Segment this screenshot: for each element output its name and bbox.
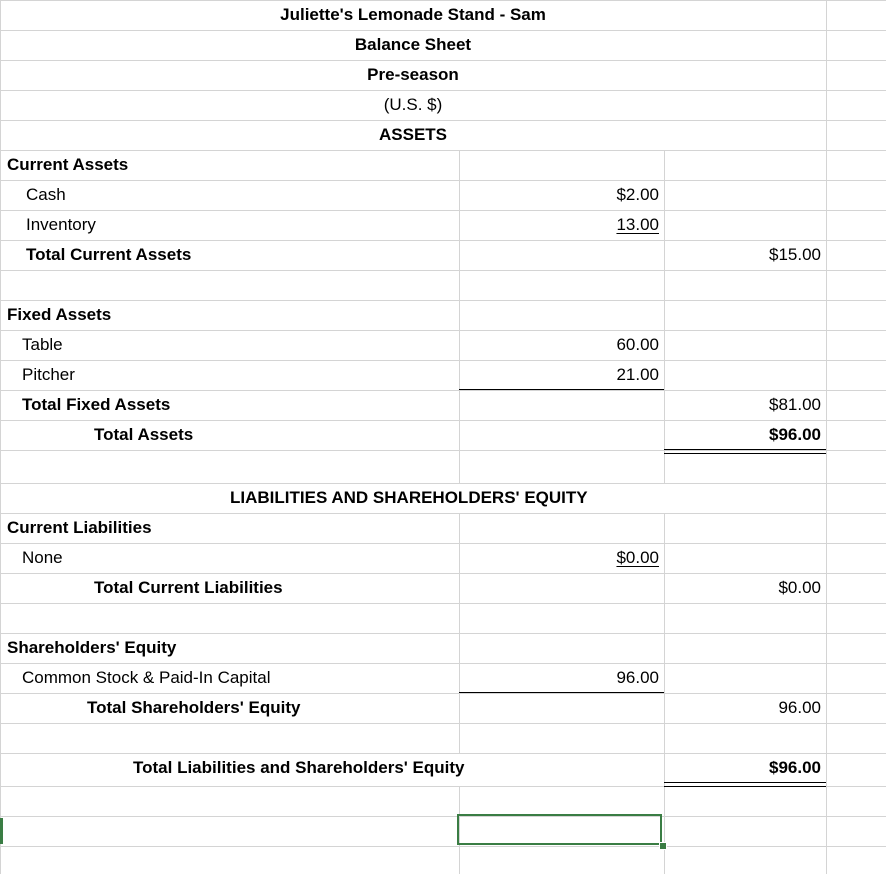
current-assets-heading: Current Assets: [7, 155, 129, 174]
table-label: Table: [22, 335, 63, 354]
cash-label: Cash: [26, 185, 66, 204]
row-gridline: [0, 723, 886, 724]
total-liabilities-equity-value: $96.00: [769, 758, 821, 777]
subtotal-rule: [459, 389, 664, 390]
common-stock-value: 96.00: [616, 668, 659, 687]
row-gridline: [0, 846, 886, 847]
row-selection-marker: [0, 818, 3, 844]
row-gridline: [0, 300, 886, 301]
row-gridline: [0, 603, 886, 604]
subtotal-rule: [459, 692, 664, 693]
period-title: Pre-season: [367, 65, 459, 84]
total-shareholders-equity-value: 96.00: [778, 698, 821, 717]
common-stock-label: Common Stock & Paid-In Capital: [22, 668, 271, 687]
assets-heading: ASSETS: [378, 125, 448, 144]
total-current-assets-value: $15.00: [769, 245, 821, 264]
total-fixed-assets-value: $81.00: [769, 395, 821, 414]
inventory-label: Inventory: [26, 215, 96, 234]
total-current-assets-label: Total Current Assets: [26, 245, 192, 264]
table-value: 60.00: [616, 335, 659, 354]
column-gridline: [826, 0, 827, 874]
fixed-assets-heading: Fixed Assets: [7, 305, 112, 324]
selected-cell[interactable]: [457, 814, 662, 845]
currency-note: (U.S. $): [383, 95, 443, 114]
total-assets-label: Total Assets: [94, 425, 194, 444]
none-value: $0.00: [616, 548, 659, 567]
inventory-value: 13.00: [616, 215, 659, 234]
row-gridline: [0, 210, 886, 211]
grand-total-double-rule: [664, 782, 826, 787]
fill-handle[interactable]: [659, 842, 667, 850]
pitcher-value: 21.00: [616, 365, 659, 384]
total-shareholders-equity-label: Total Shareholders' Equity: [87, 698, 301, 717]
pitcher-label: Pitcher: [22, 365, 75, 384]
row-gridline: [0, 543, 886, 544]
total-fixed-assets-label: Total Fixed Assets: [22, 395, 171, 414]
row-gridline: [0, 180, 886, 181]
company-title: Juliette's Lemonade Stand - Sam: [280, 5, 546, 24]
total-current-liabilities-value: $0.00: [778, 578, 821, 597]
cash-value: $2.00: [616, 185, 659, 204]
liabilities-heading: LIABILITIES AND SHAREHOLDERS' EQUITY: [230, 488, 588, 507]
total-assets-value: $96.00: [769, 425, 821, 444]
row-gridline: [0, 270, 886, 271]
row-gridline: [0, 150, 886, 151]
statement-title: Balance Sheet: [354, 35, 472, 54]
total-current-liabilities-label: Total Current Liabilities: [94, 578, 283, 597]
total-double-rule: [664, 449, 826, 454]
current-liabilities-heading: Current Liabilities: [7, 518, 152, 537]
total-liabilities-equity-label: Total Liabilities and Shareholders' Equity: [133, 758, 465, 777]
row-gridline: [0, 816, 886, 817]
row-gridline: [0, 360, 886, 361]
none-label: None: [22, 548, 63, 567]
shareholders-equity-heading: Shareholders' Equity: [7, 638, 177, 657]
row-gridline: [0, 330, 886, 331]
